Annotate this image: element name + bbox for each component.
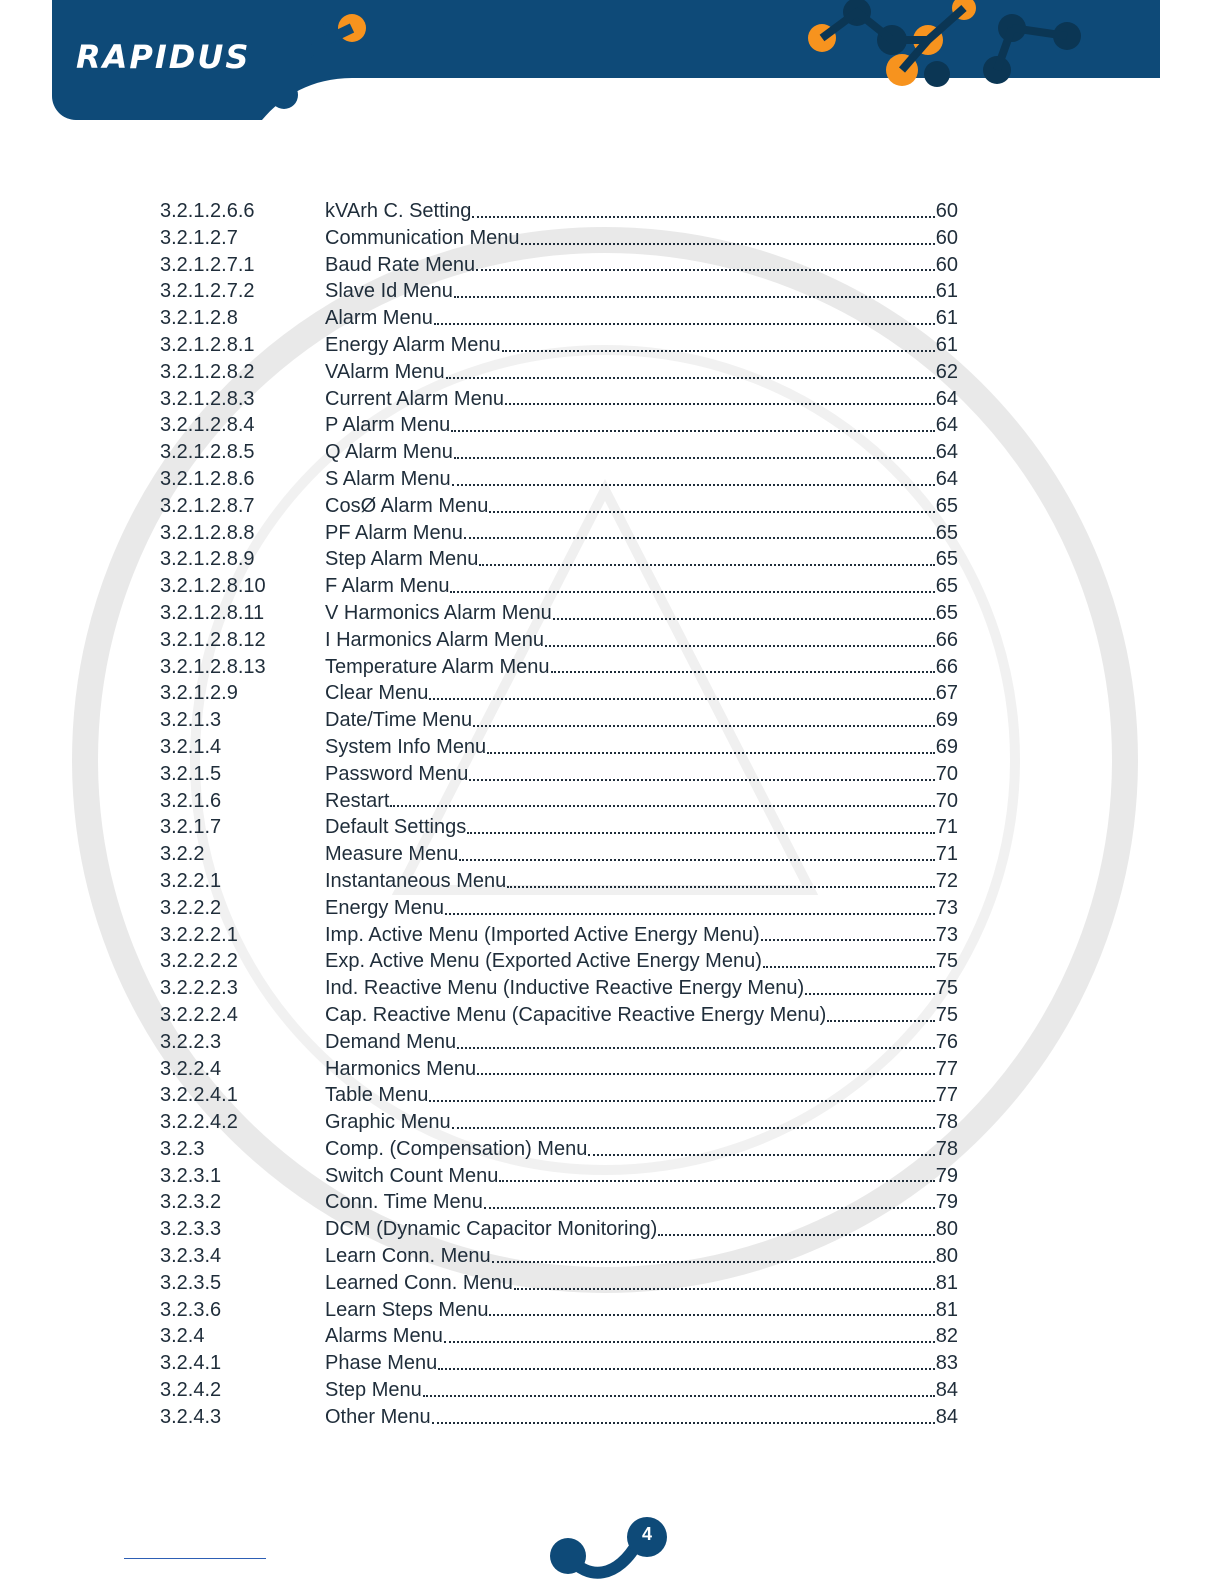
toc-leader-dots	[487, 752, 935, 754]
toc-section-title: Default Settings	[325, 816, 467, 839]
toc-entry[interactable]	[160, 1056, 958, 1083]
toc-entry[interactable]	[160, 573, 958, 600]
toc-page-number: 60	[935, 253, 958, 276]
toc-leader-dots	[451, 430, 935, 432]
toc-section-title: Current Alarm Menu	[325, 387, 504, 410]
toc-page-number: 78	[935, 1137, 958, 1160]
toc-section-title: kVArh C. Setting	[325, 200, 472, 222]
toc-section-title: Energy Menu	[325, 896, 444, 919]
toc-section-number: 3.2.1.2.8.4	[160, 414, 255, 437]
toc-section-title: Alarms Menu	[325, 1325, 443, 1348]
toc-page-number: 70	[935, 789, 958, 812]
toc-leader-dots	[452, 1127, 935, 1129]
toc-section-title: F Alarm Menu	[325, 575, 450, 598]
toc-leader-dots	[429, 1100, 934, 1102]
toc-leader-dots	[502, 350, 935, 352]
toc-leader-dots	[805, 993, 935, 995]
toc-section-title: Clear Menu	[325, 682, 429, 705]
toc-section-title: Learn Conn. Menu	[325, 1245, 491, 1268]
toc-section-number: 3.2.1.7	[160, 816, 222, 839]
toc-leader-dots	[507, 886, 935, 888]
toc-page-number: 81	[935, 1298, 958, 1321]
toc-leader-dots	[446, 377, 935, 379]
toc-leader-dots	[459, 859, 934, 861]
toc-entry[interactable]	[160, 1189, 958, 1216]
brand-logo: RAPIDUS	[76, 38, 251, 76]
toc-entry[interactable]	[160, 1216, 958, 1243]
toc-section-number: 3.2.2.4	[160, 1057, 222, 1080]
toc-entry[interactable]	[160, 466, 958, 493]
toc-section-title: CosØ Alarm Menu	[325, 494, 489, 517]
footer-rule	[124, 1558, 266, 1559]
toc-section-number: 3.2.2.3	[160, 1030, 222, 1053]
toc-leader-dots	[521, 243, 935, 245]
toc-leader-dots	[505, 403, 935, 405]
table-of-contents	[160, 198, 958, 1431]
toc-leader-dots	[553, 618, 935, 620]
toc-section-number: 3.2.1.2.7.1	[160, 253, 255, 276]
toc-page-number: 72	[935, 869, 958, 892]
toc-section-number: 3.2.3.4	[160, 1245, 222, 1268]
toc-entry[interactable]	[160, 1109, 958, 1136]
toc-entry[interactable]	[160, 788, 958, 815]
toc-page-number: 79	[935, 1164, 958, 1187]
toc-section-title: Learn Steps Menu	[325, 1298, 489, 1321]
toc-section-title: S Alarm Menu	[325, 467, 451, 490]
toc-page-number: 61	[935, 280, 958, 303]
toc-page-number: 60	[935, 226, 958, 249]
toc-section-title: I Harmonics Alarm Menu	[325, 628, 544, 651]
toc-page-number: 75	[935, 1003, 958, 1026]
toc-page-number: 78	[935, 1111, 958, 1134]
toc-leader-dots	[551, 671, 935, 673]
toc-section-title: Restart	[325, 789, 390, 812]
toc-section-title: Measure Menu	[325, 843, 459, 866]
toc-section-number: 3.2.1.2.8.5	[160, 441, 255, 464]
toc-page-number: 61	[935, 307, 958, 330]
toc-section-title: PF Alarm Menu	[325, 521, 463, 544]
toc-page-number: 75	[935, 977, 958, 1000]
toc-page-number: 69	[935, 709, 958, 732]
toc-page-number: 84	[935, 1379, 958, 1402]
toc-section-number: 3.2.1.2.8.10	[160, 575, 266, 598]
page-number: 4	[641, 1524, 652, 1544]
toc-entry[interactable]	[160, 841, 958, 868]
toc-section-number: 3.2.1.2.8.3	[160, 387, 255, 410]
toc-entry[interactable]	[160, 252, 958, 279]
toc-page-number: 66	[935, 628, 958, 651]
toc-leader-dots	[467, 832, 935, 834]
toc-leader-dots	[454, 457, 935, 459]
toc-page-number: 60	[935, 200, 958, 222]
toc-entry[interactable]	[160, 1404, 958, 1431]
toc-page-number: 64	[935, 414, 958, 437]
toc-leader-dots	[514, 1288, 935, 1290]
toc-entry[interactable]	[160, 922, 958, 949]
toc-page-number: 62	[935, 360, 958, 383]
toc-section-number: 3.2.3.3	[160, 1218, 222, 1241]
toc-entry[interactable]	[160, 278, 958, 305]
toc-page-number: 77	[935, 1057, 958, 1080]
toc-page-number: 65	[935, 575, 958, 598]
toc-section-title: Alarm Menu	[325, 307, 433, 330]
toc-section-title: Energy Alarm Menu	[325, 333, 501, 356]
toc-entry[interactable]	[160, 546, 958, 573]
toc-leader-dots	[423, 1395, 935, 1397]
toc-section-number: 3.2.3.5	[160, 1271, 222, 1294]
toc-page-number: 70	[935, 762, 958, 785]
toc-entry[interactable]	[160, 1243, 958, 1270]
toc-page-number: 73	[935, 923, 958, 946]
toc-leader-dots	[445, 913, 935, 915]
toc-entry[interactable]	[160, 493, 958, 520]
toc-section-number: 3.2.1.2.8.7	[160, 494, 255, 517]
toc-leader-dots	[472, 216, 934, 218]
toc-page-number: 64	[935, 387, 958, 410]
toc-section-title: System Info Menu	[325, 735, 487, 758]
toc-entry[interactable]	[160, 1163, 958, 1190]
toc-leader-dots	[489, 511, 934, 513]
toc-section-number: 3.2.1.2.8.12	[160, 628, 266, 651]
toc-section-number: 3.2.4.3	[160, 1405, 222, 1428]
toc-section-title: Temperature Alarm Menu	[325, 655, 550, 678]
toc-section-title: P Alarm Menu	[325, 414, 451, 437]
toc-section-number: 3.2.1.2.8.1	[160, 333, 255, 356]
toc-entry[interactable]	[160, 520, 958, 547]
toc-section-number: 3.2.2	[160, 843, 205, 866]
toc-entry[interactable]	[160, 386, 958, 413]
toc-page-number: 73	[935, 896, 958, 919]
toc-entry[interactable]	[160, 1377, 958, 1404]
toc-entry[interactable]	[160, 761, 958, 788]
toc-section-number: 3.2.1.6	[160, 789, 222, 812]
toc-section-number: 3.2.2.2	[160, 896, 222, 919]
toc-page-number: 65	[935, 521, 958, 544]
toc-entry[interactable]	[160, 1029, 958, 1056]
toc-section-title: Cap. Reactive Menu (Capacitive Reactive Energy Menu)	[325, 1003, 827, 1026]
toc-section-number: 3.2.2.2.3	[160, 977, 238, 1000]
toc-leader-dots	[479, 564, 934, 566]
toc-section-number: 3.2.1.2.8.13	[160, 655, 266, 678]
toc-entry[interactable]	[160, 948, 958, 975]
toc-section-number: 3.2.1.2.7	[160, 226, 238, 249]
toc-leader-dots	[438, 1368, 934, 1370]
toc-leader-dots	[588, 1154, 934, 1156]
toc-section-title: Harmonics Menu	[325, 1057, 477, 1080]
toc-leader-dots	[464, 537, 935, 539]
toc-page-number: 61	[935, 333, 958, 356]
toc-leader-dots	[452, 484, 935, 486]
toc-section-title: Other Menu	[325, 1405, 431, 1428]
toc-leader-dots	[450, 591, 934, 593]
toc-entry[interactable]	[160, 1323, 958, 1350]
toc-leader-dots	[429, 698, 934, 700]
toc-section-number: 3.2.1.2.8.8	[160, 521, 255, 544]
toc-entry[interactable]	[160, 654, 958, 681]
toc-section-title: Graphic Menu	[325, 1111, 451, 1134]
toc-entry[interactable]	[160, 412, 958, 439]
toc-section-number: 3.2.2.2.1	[160, 923, 238, 946]
toc-leader-dots	[499, 1180, 934, 1182]
toc-section-title: Communication Menu	[325, 226, 520, 249]
toc-leader-dots	[658, 1234, 934, 1236]
toc-section-number: 3.2.4.2	[160, 1379, 222, 1402]
toc-section-number: 3.2.1.2.8.11	[160, 601, 265, 624]
toc-entry[interactable]	[160, 868, 958, 895]
toc-entry[interactable]	[160, 439, 958, 466]
toc-page-number: 64	[935, 467, 958, 490]
toc-leader-dots	[432, 1422, 935, 1424]
toc-section-number: 3.2.2.2.4	[160, 1003, 238, 1026]
toc-page-number: 77	[935, 1084, 958, 1107]
toc-entry[interactable]	[160, 707, 958, 734]
toc-leader-dots	[473, 725, 935, 727]
toc-page-number: 64	[935, 441, 958, 464]
toc-section-number: 3.2.3.6	[160, 1298, 222, 1321]
toc-section-title: Date/Time Menu	[325, 709, 473, 732]
toc-section-title: Step Alarm Menu	[325, 548, 479, 571]
toc-entry[interactable]	[160, 814, 958, 841]
toc-entry[interactable]	[160, 359, 958, 386]
toc-entry[interactable]	[160, 975, 958, 1002]
toc-section-number: 3.2.4	[160, 1325, 205, 1348]
toc-leader-dots	[390, 805, 934, 807]
toc-leader-dots	[469, 779, 934, 781]
toc-leader-dots	[827, 1020, 934, 1022]
toc-section-title: Instantaneous Menu	[325, 869, 507, 892]
toc-page-number: 83	[935, 1352, 958, 1375]
toc-page-number: 80	[935, 1218, 958, 1241]
toc-section-title: Imp. Active Menu (Imported Active Energy Menu)	[325, 923, 760, 946]
toc-section-title: Conn. Time Menu	[325, 1191, 483, 1214]
toc-entry[interactable]	[160, 1297, 958, 1324]
toc-section-number: 3.2.1.4	[160, 735, 222, 758]
toc-section-title: Slave Id Menu	[325, 280, 453, 303]
toc-section-number: 3.2.3.2	[160, 1191, 222, 1214]
toc-section-title: VAlarm Menu	[325, 360, 445, 383]
toc-page-number: 80	[935, 1245, 958, 1268]
toc-section-title: Comp. (Compensation) Menu	[325, 1137, 588, 1160]
toc-section-title: Demand Menu	[325, 1030, 457, 1053]
toc-leader-dots	[444, 1341, 935, 1343]
toc-section-title: Q Alarm Menu	[325, 441, 453, 464]
toc-section-title: Table Menu	[325, 1084, 429, 1107]
toc-leader-dots	[492, 1261, 935, 1263]
toc-section-title: Phase Menu	[325, 1352, 438, 1375]
toc-section-number: 3.2.1.2.6.6	[160, 200, 255, 222]
toc-entry[interactable]	[160, 734, 958, 761]
toc-section-number: 3.2.1.2.8	[160, 307, 238, 330]
toc-page-number: 69	[935, 735, 958, 758]
toc-section-number: 3.2.3	[160, 1137, 205, 1160]
toc-section-title: Password Menu	[325, 762, 469, 785]
toc-page-number: 75	[935, 950, 958, 973]
toc-leader-dots	[477, 1073, 935, 1075]
toc-entry[interactable]	[160, 1136, 958, 1163]
toc-section-number: 3.2.2.4.1	[160, 1084, 238, 1107]
toc-entry[interactable]	[160, 600, 958, 627]
toc-leader-dots	[434, 323, 935, 325]
toc-section-number: 3.2.4.1	[160, 1352, 222, 1375]
toc-entry[interactable]	[160, 332, 958, 359]
toc-section-title: V Harmonics Alarm Menu	[325, 601, 552, 624]
toc-section-number: 3.2.3.1	[160, 1164, 222, 1187]
toc-leader-dots	[761, 939, 935, 941]
toc-leader-dots	[763, 966, 935, 968]
toc-leader-dots	[457, 1047, 935, 1049]
toc-page-number: 65	[935, 494, 958, 517]
toc-entry[interactable]	[160, 305, 958, 332]
toc-page-number: 81	[935, 1271, 958, 1294]
toc-leader-dots	[545, 645, 935, 647]
toc-section-number: 3.2.2.4.2	[160, 1111, 238, 1134]
toc-page-number: 71	[935, 843, 958, 866]
toc-page-number: 65	[935, 548, 958, 571]
toc-leader-dots	[476, 269, 935, 271]
toc-entry[interactable]	[160, 1270, 958, 1297]
toc-section-number: 3.2.1.2.9	[160, 682, 238, 705]
toc-section-title: Step Menu	[325, 1379, 422, 1402]
toc-page-number: 84	[935, 1405, 958, 1428]
toc-section-title: DCM (Dynamic Capacitor Monitoring)	[325, 1218, 658, 1241]
toc-page-number: 71	[935, 816, 958, 839]
toc-entry[interactable]	[160, 1082, 958, 1109]
toc-section-number: 3.2.1.2.8.6	[160, 467, 255, 490]
toc-section-number: 3.2.1.2.8.9	[160, 548, 255, 571]
toc-page-number: 82	[935, 1325, 958, 1348]
toc-section-title: Learned Conn. Menu	[325, 1271, 513, 1294]
toc-section-number: 3.2.1.2.7.2	[160, 280, 255, 303]
toc-page-number: 76	[935, 1030, 958, 1053]
toc-section-title: Exp. Active Menu (Exported Active Energy Menu)	[325, 950, 762, 973]
toc-section-title: Baud Rate Menu	[325, 253, 476, 276]
toc-page-number: 66	[935, 655, 958, 678]
toc-leader-dots	[454, 296, 935, 298]
toc-section-title: Ind. Reactive Menu (Inductive Reactive Energy Menu)	[325, 977, 805, 1000]
page-molecule-icon	[548, 1512, 668, 1584]
toc-leader-dots	[484, 1207, 935, 1209]
toc-entry[interactable]	[160, 1350, 958, 1377]
toc-section-number: 3.2.1.2.8.2	[160, 360, 255, 383]
toc-section-title: Switch Count Menu	[325, 1164, 499, 1187]
toc-entry[interactable]	[160, 1002, 958, 1029]
toc-entry[interactable]	[160, 198, 958, 225]
toc-entry[interactable]	[160, 627, 958, 654]
toc-section-number: 3.2.2.2.2	[160, 950, 238, 973]
toc-page-number: 65	[935, 601, 958, 624]
toc-section-number: 3.2.2.1	[160, 869, 222, 892]
toc-entry[interactable]	[160, 895, 958, 922]
page-header	[52, 0, 1160, 120]
toc-entry[interactable]	[160, 680, 958, 707]
toc-leader-dots	[489, 1314, 934, 1316]
toc-section-number: 3.2.1.3	[160, 709, 222, 732]
toc-section-number: 3.2.1.5	[160, 762, 222, 785]
toc-page-number: 79	[935, 1191, 958, 1214]
toc-entry[interactable]	[160, 225, 958, 252]
toc-page-number: 67	[935, 682, 958, 705]
